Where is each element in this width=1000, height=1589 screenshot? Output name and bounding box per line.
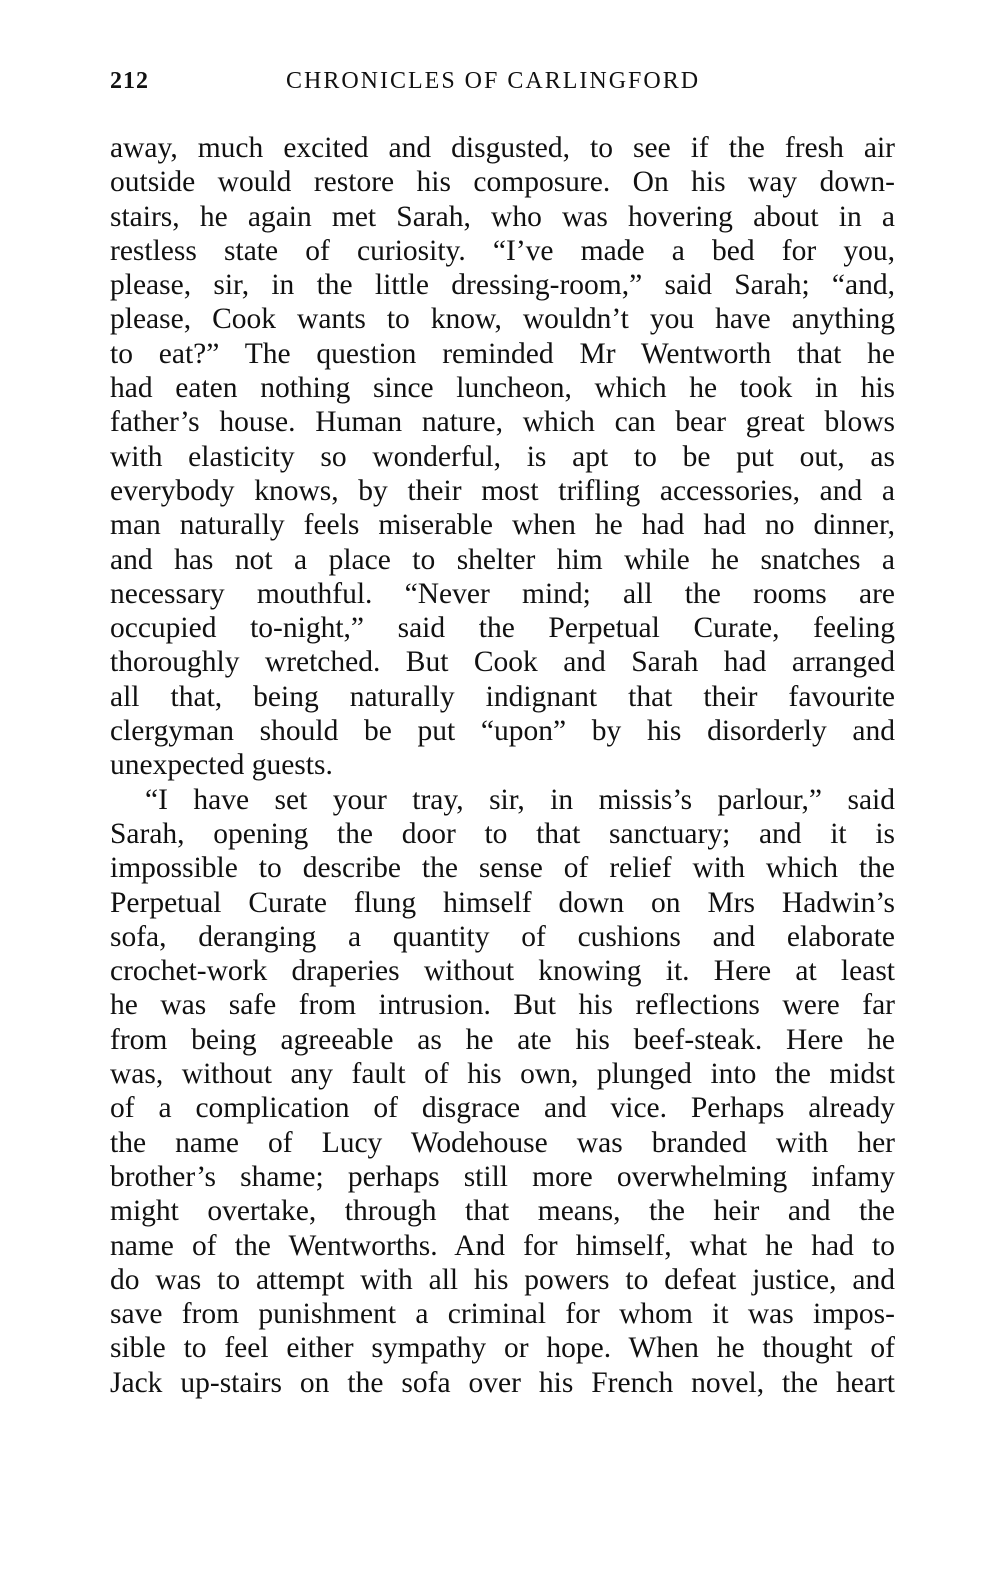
text-line: sible to feel either sympathy or hope. When he thought of (110, 1332, 895, 1365)
text-line: please, Cook wants to know, wouldn’t you have anything (110, 303, 895, 336)
page-number: 212 (110, 68, 149, 94)
text-line: and has not a place to shelter him while he snatches a (110, 543, 895, 576)
text-line: might overtake, through that means, the heir and the (110, 1195, 895, 1228)
text-line: impossible to describe the sense of relief with which the (110, 852, 895, 885)
text-line: save from punishment a criminal for whom it was impos- (110, 1298, 895, 1331)
text-line: name of the Wentworths. And for himself, what he had to (110, 1229, 895, 1262)
text-line: restless state of curiosity. “I’ve made a bed for you, (110, 234, 895, 267)
text-line: father’s house. Human nature, which can bear great blows (110, 406, 895, 439)
text-line: with elasticity so wonderful, is apt to be put out, as (110, 440, 895, 473)
text-line: man naturally feels miserable when he had had no dinner, (110, 509, 895, 542)
paragraph-start-line: “I have set your tray, sir, in missis’s parlour,” said (145, 783, 895, 816)
text-line: everybody knows, by their most trifling accessories, and a (110, 474, 895, 507)
text-line: outside would restore his composure. On his way down- (110, 166, 895, 199)
text-line: of a complication of disgrace and vice. Perhaps already (110, 1092, 895, 1125)
text-line: clergyman should be put “upon” by his disorderly and (110, 715, 895, 748)
text-line: he was safe from intrusion. But his reflections were far (110, 989, 895, 1022)
text-line: all that, being naturally indignant that their favourite (110, 680, 895, 713)
text-line: the name of Lucy Wodehouse was branded with her (110, 1126, 895, 1159)
running-head-title: CHRONICLES OF CARLINGFORD (286, 68, 701, 94)
text-line: away, much excited and disgusted, to see if the fresh air (110, 132, 895, 164)
text-line: Sarah, opening the door to that sanctuary; and it is (110, 817, 895, 850)
text-line: do was to attempt with all his powers to defeat justice, and (110, 1263, 895, 1296)
text-line: from being agreeable as he ate his beef-steak. Here he (110, 1023, 895, 1056)
text-line: brother’s shame; perhaps still more overwhelming infamy (110, 1160, 895, 1193)
text-line: please, sir, in the little dressing-room,” said Sarah; “and, (110, 269, 895, 302)
text-line: necessary mouthful. “Never mind; all the rooms are (110, 577, 895, 610)
text-line: thoroughly wretched. But Cook and Sarah had arranged (110, 646, 895, 679)
text-line: Jack up-stairs on the sofa over his French novel, the heart (110, 1366, 895, 1399)
text-line: to eat?” The question reminded Mr Wentworth that he (110, 337, 895, 370)
body-text (110, 131, 895, 1400)
text-line: was, without any fault of his own, plunged into the midst (110, 1058, 895, 1091)
text-line: had eaten nothing since luncheon, which he took in his (110, 372, 895, 405)
text-line: sofa, deranging a quantity of cushions and elaborate (110, 920, 895, 953)
text-line: Perpetual Curate flung himself down on Mrs Hadwin’s (110, 886, 895, 919)
text-line: stairs, he again met Sarah, who was hovering about in a (110, 200, 895, 233)
paragraph-end-line: unexpected guests. (110, 749, 333, 782)
running-head (110, 68, 895, 108)
text-line: crochet-work draperies without knowing it. Here at least (110, 955, 895, 988)
text-line: occupied to-night,” said the Perpetual Curate, feeling (110, 612, 895, 645)
